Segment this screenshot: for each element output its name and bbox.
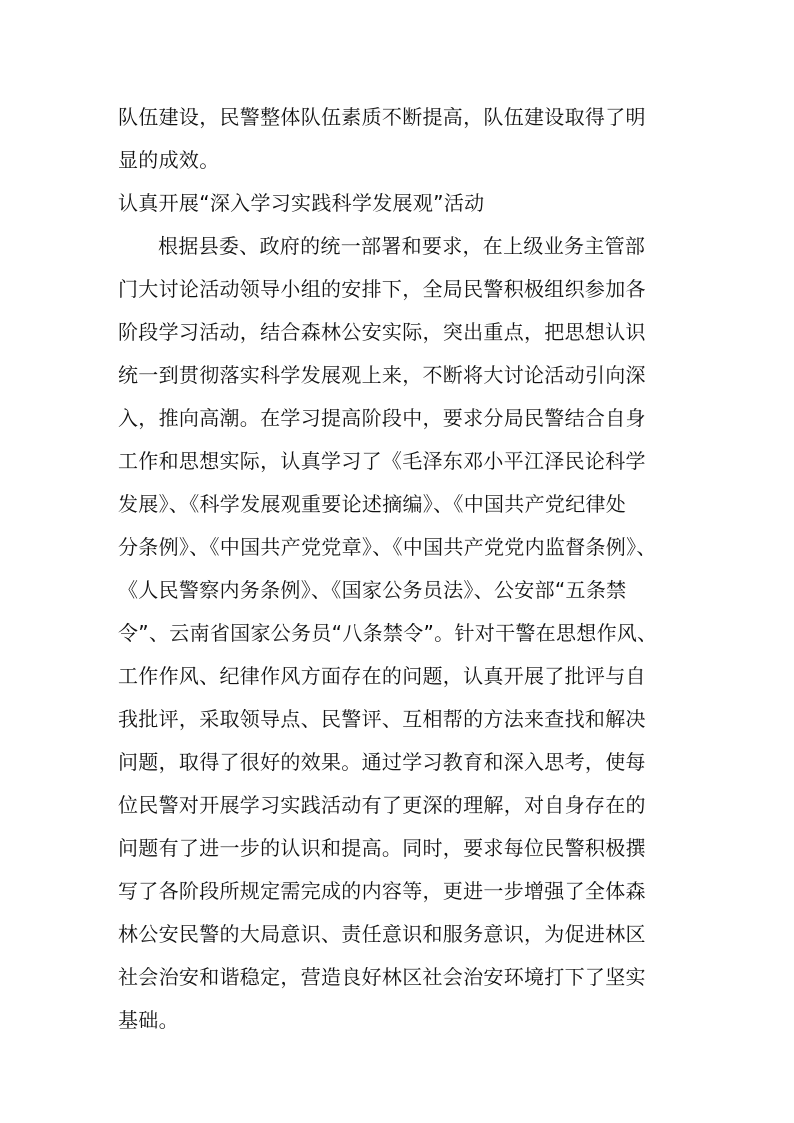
text-line: 门大讨论活动领导小组的安排下，全局民警积极组织参加各	[118, 277, 646, 301]
document-body	[118, 100, 718, 1046]
text-line: 发展》、《科学发展观重要论述摘编》、《中国共产党纪律处	[118, 492, 627, 516]
text-line: 林公安民警的大局意识、责任意识和服务意识，为促进林区	[118, 922, 646, 946]
section-heading: 认真开展“深入学习实践科学发展观”活动	[118, 191, 485, 215]
text-line: 队伍建设，民警整体队伍素质不断提高，队伍建设取得了明	[118, 105, 646, 129]
text-line: 分条例》、《中国共产党党章》、《中国共产党党内监督条例》、	[118, 535, 657, 559]
text-line: 位民警对开展学习实践活动有了更深的理解，对自身存在的	[118, 793, 646, 817]
text-line: 工作和思想实际，认真学习了《毛泽东邓小平江泽民论科学	[118, 449, 646, 473]
text-line: 入，推向高潮。在学习提高阶段中，要求分局民警结合自身	[118, 406, 646, 430]
text-line: 社会治安和谐稳定，营造良好林区社会治安环境打下了坚实	[118, 965, 646, 989]
text-line: 基础。	[118, 1008, 179, 1032]
paragraph-body	[118, 229, 718, 1046]
text-line: 统一到贯彻落实科学发展观上来，不断将大讨论活动引向深	[118, 363, 646, 387]
text-line: 问题有了进一步的认识和提高。同时，要求每位民警积极撰	[118, 836, 646, 860]
text-line: 我批评，采取领导点、民警评、互相帮的方法来查找和解决	[118, 707, 646, 731]
paragraph-continuation	[118, 100, 718, 186]
text-line: 写了各阶段所规定需完成的内容等，更进一步增强了全体森	[118, 879, 646, 903]
text-line: 工作作风、纪律作风方面存在的问题，认真开展了批评与自	[118, 664, 646, 688]
text-line: 《人民警察内务条例》、《国家公务员法》、公安部“五条禁	[118, 578, 627, 602]
text-line: 令”、云南省国家公务员“八条禁令”。针对干警在思想作风、	[118, 621, 658, 645]
text-line: 根据县委、政府的统一部署和要求，在上级业务主管部	[158, 234, 646, 258]
text-line: 阶段学习活动，结合森林公安实际，突出重点，把思想认识	[118, 320, 646, 344]
text-line: 显的成效。	[118, 148, 220, 172]
text-line: 问题，取得了很好的效果。通过学习教育和深入思考，使每	[118, 750, 646, 774]
